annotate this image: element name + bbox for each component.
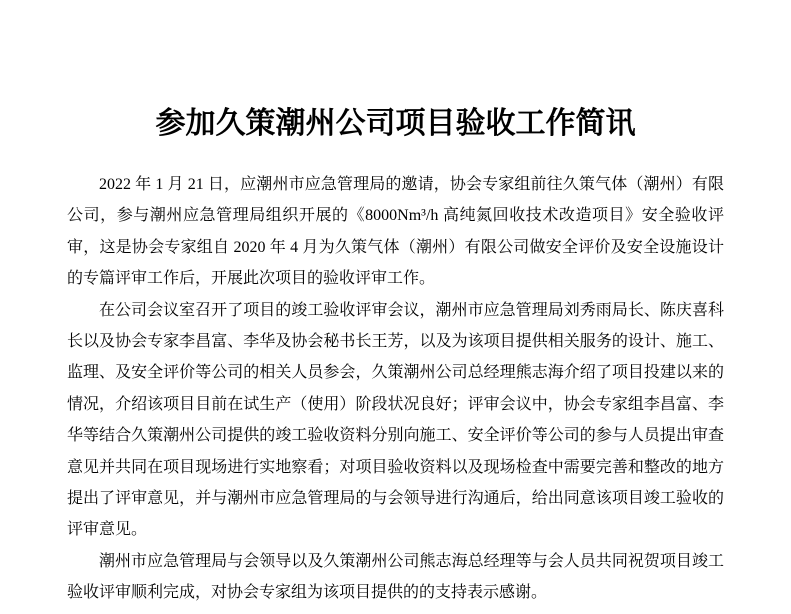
document-body: [67, 169, 724, 609]
paragraph-intro: 2022 年 1 月 21 日，应潮州市应急管理局的邀请，协会专家组前往久策气体（潮州）有限公司，参与潮州应急管理局组织开展的《8000Nm³/h 高纯氮回收技术改造项目》安全验收评审，这是协会专家组自 2020 年 4 月为久策气体（潮州）有限公司做安全评价及安全设施设计的专篇评审工作后，开展此次项目的验收评审工作。: [67, 176, 724, 288]
document-title: 参加久策潮州公司项目验收工作简讯: [155, 107, 636, 140]
paragraph-closing: 潮州市应急管理局与会领导以及久策潮州公司熊志海总经理等与会人员共同祝贺项目竣工验收评审顺利完成，对协会专家组为该项目提供的的支持表示感谢。: [67, 552, 724, 602]
paragraph-meeting-details: 在公司会议室召开了项目的竣工验收评审会议，潮州市应急管理局刘秀雨局长、陈庆喜科长以及协会专家李昌富、李华及协会秘书长王芳，以及为该项目提供相关服务的设计、施工、监理、及安全评价等公司的相关人员参会，久策潮州公司总经理熊志海介绍了项目投建以来的情况，介绍该项目目前在试生产（使用）阶段状况良好；评审会议中，协会专家组李昌富、李华等结合久策潮州公司提供的竣工验收资料分别向施工、安全评价等公司的参与人员提出审查意见并共同在项目现场进行实地察看；对项目验收资料以及现场检查中需要完善和整改的地方提出了评审意见，并与潮州市应急管理局的与会领导进行沟通后，给出同意该项目竣工验收的评审意见。: [67, 301, 724, 539]
